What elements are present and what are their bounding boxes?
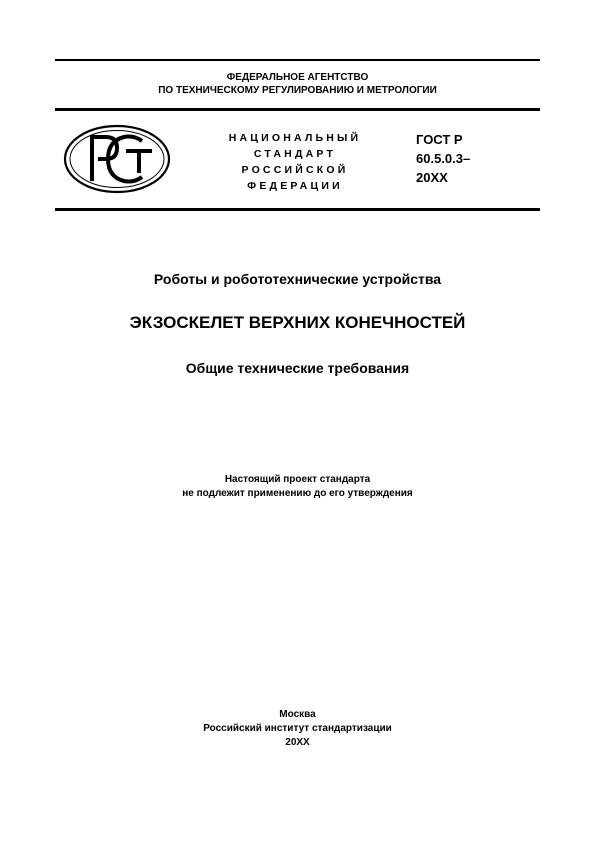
page-subtitle: Общие технические требования	[185, 360, 410, 376]
designation-line-3: 20XX	[416, 170, 448, 185]
standard-type-line-1: НАЦИОНАЛЬНЫЙ	[228, 132, 362, 144]
agency-line-1: ФЕДЕРАЛЬНОЕ АГЕНТСТВО	[226, 72, 369, 83]
gost-rst-emblem-icon	[62, 123, 172, 195]
agency-line-2: ПО ТЕХНИЧЕСКОМУ РЕГУЛИРОВАНИЮ И МЕТРОЛОГИИ	[158, 85, 437, 96]
standard-type-line-2: СТАНДАРТ	[253, 148, 337, 160]
standard-type-line-4: ФЕДЕРАЦИИ	[247, 180, 343, 192]
footer-year: 20XX	[285, 737, 310, 748]
top-rule	[55, 59, 540, 61]
header-bottom-rule	[55, 208, 540, 211]
designation-line-1: ГОСТ Р	[416, 132, 463, 147]
draft-note-line-2: не подлежит применению до его утверждения	[182, 488, 413, 499]
standard-type-line-3: РОССИЙСКОЙ	[241, 164, 349, 176]
footer-publisher: Российский институт стандартизации	[203, 723, 392, 734]
draft-note-line-1: Настоящий проект стандарта	[224, 474, 371, 485]
designation-line-2: 60.5.0.3–	[416, 151, 471, 166]
page-title: ЭКЗОСКЕЛЕТ ВЕРХНИХ КОНЕЧНОСТЕЙ	[129, 313, 466, 332]
header-divider-rule	[55, 108, 540, 111]
series-title: Роботы и робототехнические устройства	[153, 271, 442, 287]
footer-city: Москва	[279, 709, 316, 720]
